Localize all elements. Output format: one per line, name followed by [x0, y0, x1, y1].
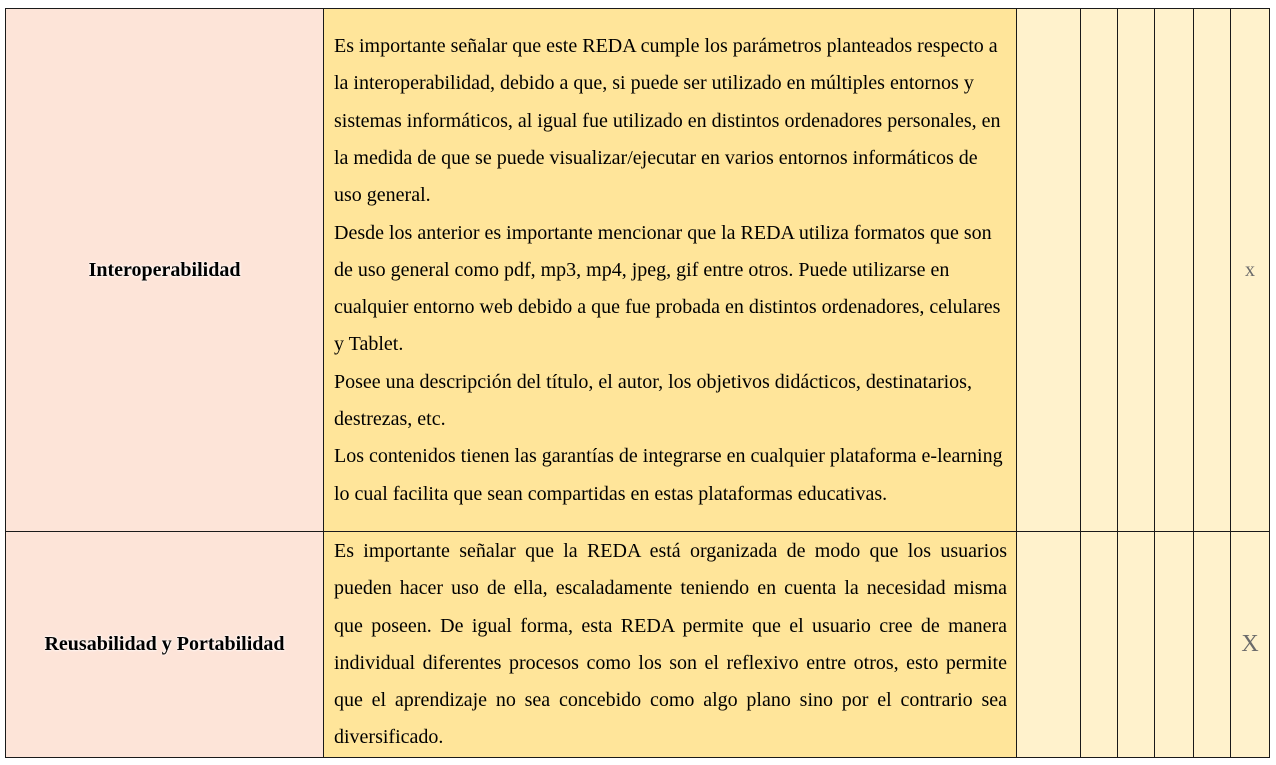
score-cell-1	[1017, 532, 1081, 758]
score-cell-2	[1081, 9, 1118, 532]
description-paragraph: Desde los anterior es importante mencionar que la REDA utiliza formatos que son de uso general como pdf, mp3, mp4, jpeg, gif entre otros. Puede utilizarse en cualquier entorno web debido a que fue probada en distintos ordenadores, celulares y Tablet.	[334, 221, 1001, 356]
score-cell-3	[1118, 532, 1155, 758]
score-cell-1	[1017, 9, 1081, 532]
score-cell-5	[1194, 532, 1231, 758]
description-paragraph: Es importante señalar que este REDA cumple los parámetros planteados respecto a la interoperabilidad, debido a que, si puede ser utilizado en múltiples entornos y sistemas informáticos, al igual fue utilizado en distintos ordenadores personales, en la medida de que se puede visualizar/ejecutar en varios entornos informáticos de uso general.	[334, 35, 1001, 207]
criterion-cell: Interoperabilidad	[6, 9, 324, 532]
description-paragraph: Es importante señalar que la REDA está organizada de modo que los usuarios pueden hacer uso de ella, escaladamente teniendo en cuenta la necesidad misma que poseen. De igual forma, esta REDA permite que el usuario cree de manera individual diferentes procesos como los son el reflexivo entre otros, esto permite que el aprendizaje no sea concebido como algo plano sino por el contrario sea diversificado.	[334, 540, 1007, 749]
score-cell-4	[1155, 532, 1194, 758]
description-paragraph: Los contenidos tienen las garantías de integrarse en cualquier plataforma e-learning lo cual facilita que sean compartidas en estas plataformas educativas.	[334, 445, 1003, 505]
description-cell	[324, 532, 1017, 758]
table-row	[6, 532, 1270, 758]
score-cell-3	[1118, 9, 1155, 532]
table-row	[6, 9, 1270, 532]
description-text	[324, 27, 1016, 513]
evaluation-table	[5, 8, 1270, 758]
description-cell	[324, 9, 1017, 532]
score-mark-cell: X	[1231, 532, 1270, 758]
score-mark-cell: x	[1231, 9, 1270, 532]
description-paragraph: Posee una descripción del título, el autor, los objetivos didácticos, destinatarios, destrezas, etc.	[334, 370, 972, 431]
score-cell-4	[1155, 9, 1194, 532]
criterion-cell: Reusabilidad y Portabilidad	[6, 532, 324, 758]
score-cell-5	[1194, 9, 1231, 532]
description-text	[324, 532, 1016, 757]
score-cell-2	[1081, 532, 1118, 758]
